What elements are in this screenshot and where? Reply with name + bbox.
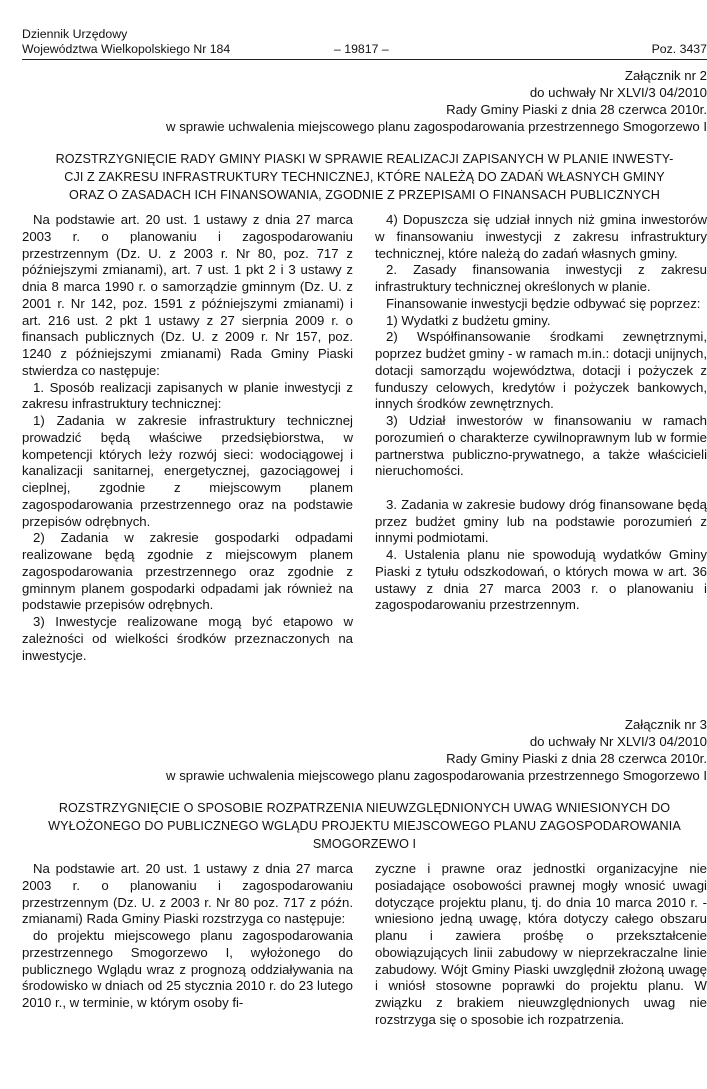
annex-2-reference bbox=[22, 67, 707, 135]
paragraph: 4) Dopuszcza się udział innych niż gmina inwestorów w finansowaniu inwestycji z zakresu infrastruktury technicznej, które należą do zadań własnych gminy. bbox=[375, 212, 707, 261]
annex-3-number: Załącznik nr 3 bbox=[624, 717, 707, 732]
paragraph: 3) Udział inwestorów w finansowaniu w ramach porozumień o charakterze cywilnoprawnym lub w formie partnerstwa publiczno-prywatnego, a także właścicieli nieruchomości. bbox=[375, 413, 707, 479]
annex-2-title-line2: CJI Z ZAKRESU INFRASTRUKTURY TECHNICZNEJ, KTÓRE NALEŻĄ DO ZADAŃ WŁASNYCH GMINY bbox=[64, 170, 665, 184]
paragraph: Na podstawie art. 20 ust. 1 ustawy z dnia 27 marca 2003 r. o planowaniu i zagospodarowaniu przestrzennym (Dz. U. z 2003 r. Nr 80 poz. 717 z późn. zmianami) Rada Gminy Piaski rozstrzyga co następuje: bbox=[22, 861, 353, 927]
paragraph: 1) Zadania w zakresie infrastruktury technicznej prowadzić będą właściwe przedsiębiorstwa, w kompetencji których leży rozwój sieci: wodociągowej i kanalizacji sanitarnej, energetycznej, gazociągowej i cieplnej, zgodnie z miejscowym planem zagospodarowania przestrzennego oraz na podstawie przepisów odrębnych. bbox=[22, 413, 353, 529]
annex-2-subject: w sprawie uchwalenia miejscowego planu zagospodarowania przestrzennego Smogorzewo I bbox=[166, 119, 707, 134]
paragraph: 2. Zasady finansowania inwestycji z zakresu infrastruktury technicznej określonych w planie. bbox=[375, 262, 707, 294]
annex-2-council-date: Rady Gminy Piaski z dnia 28 czerwca 2010r. bbox=[446, 102, 707, 117]
annex-3-title bbox=[22, 799, 707, 853]
annex-2-left-column bbox=[22, 212, 353, 664]
header-divider bbox=[22, 59, 707, 60]
annex-3-title-line1: ROZSTRZYGNIĘCIE O SPOSOBIE ROZPATRZENIA NIEUWZGLĘDNIONYCH UWAG WNIESIONYCH DO bbox=[58, 801, 671, 815]
paragraph: Na podstawie art. 20 ust. 1 ustawy z dnia 27 marca 2003 r. o planowaniu i zagospodarowaniu przestrzennym (Dz. U. z 2003 r. Nr 80, poz. 717 z późniejszymi zmianami), art. 7 ust. 1 pkt 2 i 3 ustawy z dnia 8 marca 1990 r. o samorządzie gminnym (Dz. U. z 2001 r. Nr 142, poz. 1591 z późniejszymi zmianami) i art. 216 ust. 2 pkt 1 ustawy z 27 sierpnia 2009 r. o finansach publicznych (Dz. U. z 2009 r. Nr 157, poz. 1240 z późniejszymi zmianami) Rada Gminy Piaski stwierdza co następuje: bbox=[22, 212, 353, 378]
page-number: – 19817 – bbox=[334, 42, 389, 56]
annex-3-title-line2: WYŁOŻONEGO DO PUBLICZNEGO WGLĄDU PROJEKTU MIEJSCOWEGO PLANU ZAGOSPODAROWANIA bbox=[48, 819, 681, 833]
annex-2-title bbox=[22, 150, 707, 204]
annex-3-resolution: do uchwały Nr XLVI/3 04/2010 bbox=[529, 734, 707, 749]
paragraph: 2) Współfinansowanie środkami zewnętrznymi, poprzez budżet gminy - w ramach m.in.: dotacji unijnych, dotacji samorządu województwa, dotacji i pożyczek z funduszy celowych, kredytów i pożyczek bankowych, innych środków zewnętrznych. bbox=[375, 329, 707, 412]
annex-2-title-line1: ROZSTRZYGNIĘCIE RADY GMINY PIASKI W SPRAWIE REALIZACJI ZAPISANYCH W PLANIE INWESTY- bbox=[55, 152, 674, 166]
annex-3-reference bbox=[22, 716, 707, 784]
paragraph: 3. Zadania w zakresie budowy dróg finansowane będą przez budżet gminy lub na podstawie porozumień z innymi podmiotami. bbox=[375, 496, 707, 546]
paragraph: 4. Ustalenia planu nie spowodują wydatków Gminy Piaski z tytułu odszkodowań, o których mowa w art. 36 ustawy z dnia 27 marca 2003 r. o planowaniu i zagospodarowaniu przestrzennym. bbox=[375, 547, 707, 613]
paragraph: Finansowanie inwestycji będzie odbywać się poprzez: bbox=[386, 295, 701, 311]
paragraph: 3) Inwestycje realizowane mogą być etapowo w zależności od wielkości środków przeznaczonych na inwestycje. bbox=[22, 614, 353, 663]
annex-3-council-date: Rady Gminy Piaski z dnia 28 czerwca 2010r. bbox=[446, 751, 707, 766]
annex-2-title-line3: ORAZ O ZASADACH ICH FINANSOWANIA, ZGODNIE Z PRZEPISAMI O FINANSACH PUBLICZNYCH bbox=[69, 188, 660, 202]
annex-2-number: Załącznik nr 2 bbox=[624, 68, 707, 83]
annex-3-left-column bbox=[22, 861, 353, 1012]
paragraph: 1. Sposób realizacji zapisanych w planie inwestycji z zakresu infrastruktury technicznej: bbox=[22, 379, 353, 412]
annex-3-subject: w sprawie uchwalenia miejscowego planu zagospodarowania przestrzennego Smogorzewo I bbox=[166, 768, 707, 783]
annex-2-right-column bbox=[375, 212, 707, 614]
annex-3-title-line3: SMOGORZEWO I bbox=[312, 837, 417, 851]
paragraph: 1) Wydatki z budżetu gminy. bbox=[386, 312, 551, 328]
position-number: Poz. 3437 bbox=[651, 42, 707, 56]
annex-3-right-column bbox=[375, 861, 707, 1029]
annex-2-resolution: do uchwały Nr XLVI/3 04/2010 bbox=[529, 85, 707, 100]
journal-name-line1: Dziennik Urzędowy bbox=[22, 27, 128, 41]
paragraph: 2) Zadania w zakresie gospodarki odpadami realizowane będą zgodnie z miejscowym planem zagospodarowania przestrzennego oraz zgodnie z gminnym planem gospodarki odpadami jak również na podstawie przepisów odrębnych. bbox=[22, 530, 353, 613]
paragraph: do projektu miejscowego planu zagospodarowania przestrzennego Smogorzewo I, wyłożonego do publicznego Wglądu wraz z prognozą oddziaływania na środowisko w dniach od 25 stycznia 2010 r. do 23 lutego 2010 r., w terminie, w którym osoby fi- bbox=[22, 928, 353, 1010]
paragraph: zyczne i prawne oraz jednostki organizacyjne nie posiadające osobowości prawnej mogły wnosić uwagi dotyczące projektu planu, tj. do dnia 10 marca 2010 r. - wniesiono jedną uwagę, która dotyczy całego obszaru planu i zawiera prośbę o przekształcenie obowiązujących linii zabudowy w nieprzekraczalne linie zabudowy. Wójt Gminy Piaski uwzględnił złożoną uwagę i wniósł stosowne poprawki do projektu planu. W związku z brakiem nieuwzględnionych uwag nie rozstrzyga się o sposobie ich rozpatrzenia. bbox=[375, 861, 707, 1027]
page-header bbox=[22, 27, 707, 57]
journal-name-line2: Województwa Wielkopolskiego Nr 184 bbox=[22, 42, 231, 56]
